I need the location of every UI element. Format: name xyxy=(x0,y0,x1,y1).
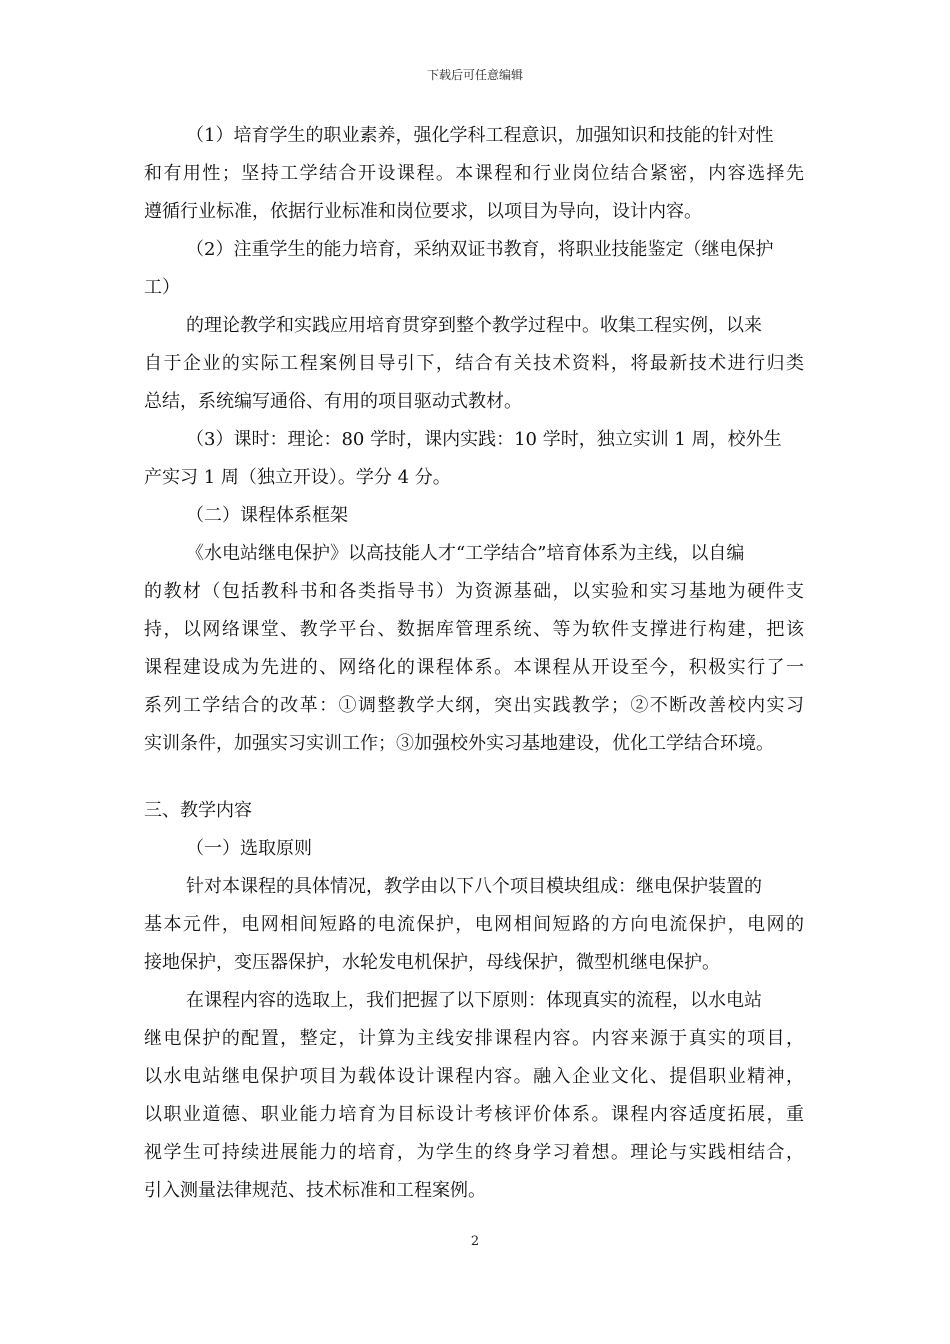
page-header: 下载后可任意编辑 xyxy=(426,68,523,82)
text-line: 视学生可持续进展能力的培育，为学生的终身学习着想。理论与实践相结合， xyxy=(144,1142,804,1163)
text-line: 和有用性；坚持工学结合开设课程。本课程和行业岗位结合紧密，内容选择先 xyxy=(144,163,804,184)
text-line: 《水电站继电保护》以高技能人才“工学结合”培育体系为主线，以自编 xyxy=(186,543,745,564)
text-line: （2）注重学生的能力培育，采纳双证书教育，将职业技能鉴定（继电保护 xyxy=(186,239,774,260)
text-line: 在课程内容的选取上，我们把握了以下原则：体现真实的流程，以水电站 xyxy=(186,990,762,1011)
text-line: 持，以网络课堂、教学平台、数据库管理系统、等为软件支撑进行构建，把该 xyxy=(144,619,804,640)
text-line: （1）培育学生的职业素养，强化学科工程意识，加强知识和技能的针对性 xyxy=(186,125,774,146)
section-heading: 三、教学内容 xyxy=(144,800,252,821)
text-line: 实训条件，加强实习实训工作；③加强校外实习基地建设，优化工学结合环境。 xyxy=(144,733,774,754)
text-line: 自于企业的实际工程案例目导引下，结合有关技术资料，将最新技术进行归类 xyxy=(144,353,804,374)
text-line: 遵循行业标准，依据行业标准和岗位要求，以项目为导向，设计内容。 xyxy=(144,201,702,222)
text-line: 工） xyxy=(144,277,180,298)
page-number: 2 xyxy=(470,1234,480,1249)
text-line: 以水电站继电保护项目为载体设计课程内容。融入企业文化、提倡职业精神， xyxy=(144,1066,804,1087)
section-heading: （二）课程体系框架 xyxy=(186,505,348,526)
text-line: （3）课时：理论：80 学时，课内实践：10 学时，独立实训 1 周，校外生 xyxy=(186,429,782,450)
text-line: 针对本课程的具体情况，教学由以下八个项目模块组成：继电保护装置的 xyxy=(186,876,762,897)
text-line: 产实习 1 周（独立开设）。学分 4 分。 xyxy=(144,467,451,488)
section-heading: （一）选取原则 xyxy=(186,838,312,859)
text-line: 基本元件，电网相间短路的电流保护，电网相间短路的方向电流保护，电网的 xyxy=(144,914,804,935)
text-line: 系列工学结合的改革：①调整教学大纲，突出实践教学；②不断改善校内实习 xyxy=(144,695,804,716)
text-line: 的理论教学和实践应用培育贯穿到整个教学过程中。收集工程实例，以来 xyxy=(186,315,762,336)
text-line: 总结，系统编写通俗、有用的项目驱动式教材。 xyxy=(144,391,522,412)
text-line: 的教材（包括教科书和各类指导书）为资源基础，以实验和实习基地为硬件支 xyxy=(144,581,804,602)
text-line: 继电保护的配置，整定，计算为主线安排课程内容。内容来源于真实的项目， xyxy=(144,1028,804,1049)
text-line: 引入测量法律规范、技术标准和工程案例。 xyxy=(144,1180,486,1201)
text-line: 接地保护，变压器保护，水轮发电机保护，母线保护，微型机继电保护。 xyxy=(144,952,720,973)
text-line: 以职业道德、职业能力培育为目标设计考核评价体系。课程内容适度拓展，重 xyxy=(144,1104,804,1125)
text-line: 课程建设成为先进的、网络化的课程体系。本课程从开设至今，积极实行了一 xyxy=(144,657,804,678)
